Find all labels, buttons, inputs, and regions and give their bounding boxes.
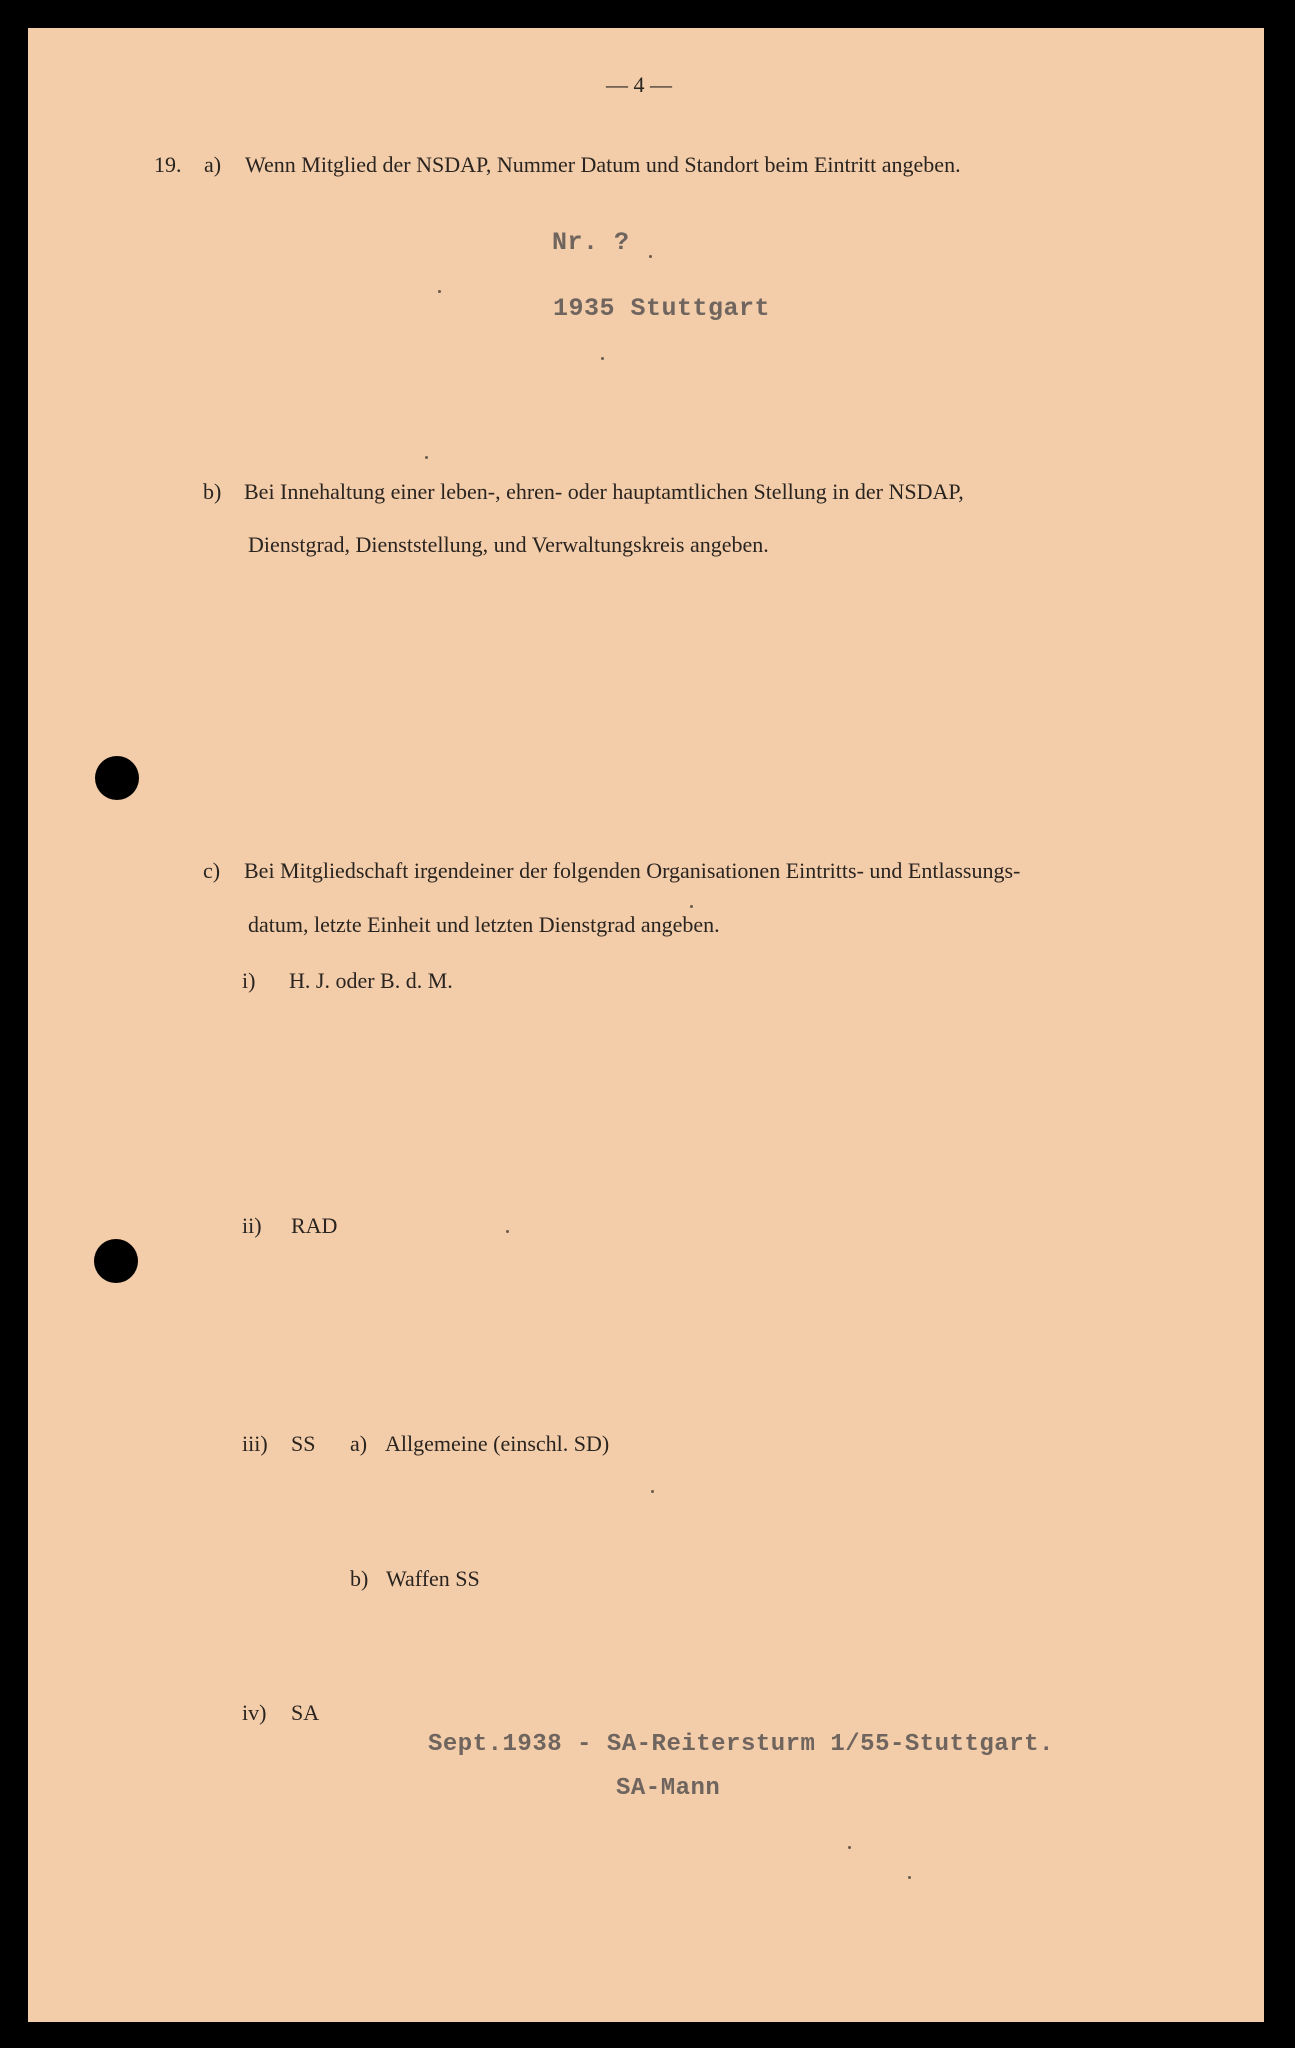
paper-speck bbox=[908, 1876, 911, 1879]
question-b-label: b) bbox=[203, 479, 222, 504]
item-ii-label: ii) bbox=[242, 1213, 262, 1238]
paper-speck bbox=[649, 255, 652, 258]
item-iii-sub-a-label: a) bbox=[350, 1431, 368, 1456]
answer-sa-service: Sept.1938 - SA-Reitersturm 1/55-Stuttgart. bbox=[428, 1731, 1054, 1758]
answer-sa-rank: SA-Mann bbox=[616, 1775, 721, 1802]
question-c-text-line1: Bei Mitgliedschaft irgendeiner der folgenden Organisationen Eintritts- und Entlassungs- bbox=[244, 858, 1021, 883]
item-iii-label: iii) bbox=[242, 1431, 268, 1456]
item-iv-label: iv) bbox=[242, 1700, 267, 1725]
paper-speck bbox=[506, 1230, 509, 1233]
item-iii-sub-a-text: Allgemeine (einschl. SD) bbox=[385, 1431, 610, 1456]
punch-hole-lower bbox=[94, 1239, 138, 1283]
item-ii-text: RAD bbox=[291, 1213, 338, 1238]
item-i-label: i) bbox=[242, 968, 256, 993]
page-number: — 4 — bbox=[606, 72, 672, 97]
paper-speck bbox=[425, 456, 428, 459]
paper-speck bbox=[690, 905, 693, 908]
item-iii-sub-b-label: b) bbox=[350, 1566, 369, 1591]
question-b-text-line1: Bei Innehaltung einer leben-, ehren- oder hauptamtlichen Stellung in der NSDAP, bbox=[244, 479, 964, 504]
item-iii-sub-b-text: Waffen SS bbox=[386, 1566, 480, 1591]
document-page bbox=[28, 28, 1264, 2022]
answer-a-date-place: 1935 Stuttgart bbox=[553, 294, 771, 323]
punch-hole-upper bbox=[95, 756, 139, 800]
question-b-text-line2: Dienstgrad, Dienststellung, und Verwaltungskreis angeben. bbox=[248, 532, 769, 557]
question-c-label: c) bbox=[203, 858, 221, 883]
answer-a-number: Nr. ? bbox=[552, 228, 630, 257]
item-iii-text: SS bbox=[291, 1431, 316, 1456]
paper-speck bbox=[651, 1490, 654, 1493]
paper-speck bbox=[601, 357, 604, 360]
item-iv-text: SA bbox=[291, 1700, 320, 1725]
item-i-text: H. J. oder B. d. M. bbox=[289, 968, 453, 993]
question-a-label: a) bbox=[204, 152, 222, 177]
question-number: 19. bbox=[154, 152, 182, 177]
paper-speck bbox=[438, 290, 441, 293]
question-c-text-line2: datum, letzte Einheit und letzten Dienstgrad angeben. bbox=[248, 912, 720, 937]
question-a-text: Wenn Mitglied der NSDAP, Nummer Datum und Standort beim Eintritt angeben. bbox=[245, 152, 961, 177]
paper-speck bbox=[848, 1846, 851, 1849]
